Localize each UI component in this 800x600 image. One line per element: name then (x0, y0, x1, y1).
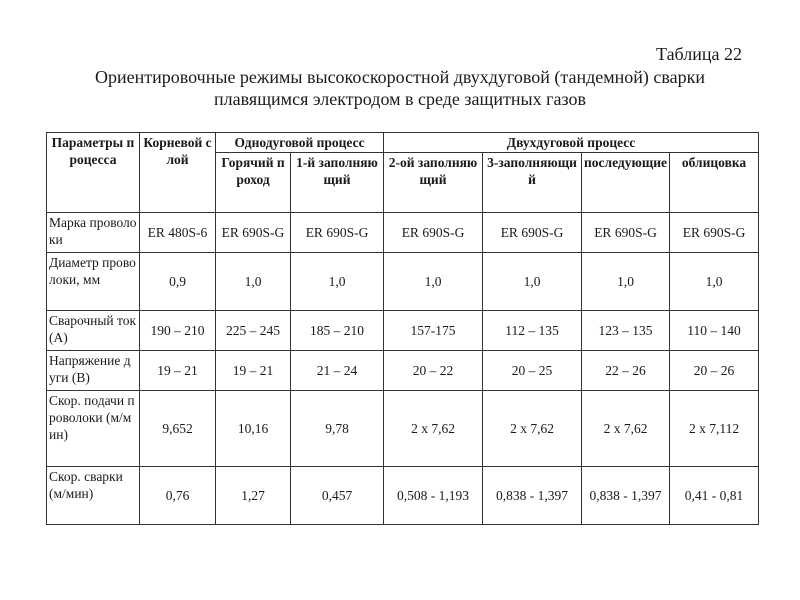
table-row (47, 213, 759, 253)
table-cell: ER 690S-G (483, 213, 582, 253)
header-fill-1: 1-й заполняющий (291, 153, 384, 213)
table-row (47, 467, 759, 525)
header-last: последующие (582, 153, 670, 213)
table-cell: 19 – 21 (140, 351, 216, 391)
header-single-arc: Однодуговой процесс (216, 133, 384, 153)
welding-modes-table (46, 132, 759, 525)
table-row (47, 253, 759, 311)
table-cell: 2 х 7,62 (384, 391, 483, 467)
table-cell: 0,508 - 1,193 (384, 467, 483, 525)
table-cell: 2 х 7,112 (670, 391, 759, 467)
table-row (47, 311, 759, 351)
table-cell: 110 – 140 (670, 311, 759, 351)
header-double-arc: Двухдуговой процесс (384, 133, 759, 153)
header-fill-2: 2-ой заполняющий (384, 153, 483, 213)
header-fill-3: 3-заполняющий (483, 153, 582, 213)
table-cell: 0,457 (291, 467, 384, 525)
table-cell: 0,76 (140, 467, 216, 525)
table-cell: ER 690S-G (670, 213, 759, 253)
table-cell: ER 690S-G (582, 213, 670, 253)
row-param: Сварочный ток (А) (47, 311, 140, 351)
table-cell: 185 – 210 (291, 311, 384, 351)
header-row-1 (47, 133, 759, 153)
header-params: Параметры процесса (47, 133, 140, 213)
table-cell: 225 – 245 (216, 311, 291, 351)
table-cell: 0,9 (140, 253, 216, 311)
table-cell: 1,0 (582, 253, 670, 311)
table-cell: ER 690S-G (291, 213, 384, 253)
table-cell: 22 – 26 (582, 351, 670, 391)
table-cell: 1,27 (216, 467, 291, 525)
table-cell: 0,838 - 1,397 (483, 467, 582, 525)
table-cell: 2 х 7,62 (582, 391, 670, 467)
table-cell: 20 – 22 (384, 351, 483, 391)
table-cell: 19 – 21 (216, 351, 291, 391)
table-cell: 2 х 7,62 (483, 391, 582, 467)
document-title (40, 66, 760, 110)
table-cell: 0,838 - 1,397 (582, 467, 670, 525)
header-hot-pass: Горячий проход (216, 153, 291, 213)
table-cell: 123 – 135 (582, 311, 670, 351)
table-cell: 1,0 (384, 253, 483, 311)
table-cell: 9,78 (291, 391, 384, 467)
table-row (47, 351, 759, 391)
title-line-2: плавящимся электродом в среде защитных газов (214, 89, 586, 109)
table-cell: 1,0 (483, 253, 582, 311)
row-param: Напряжение дуги (В) (47, 351, 140, 391)
table-row (47, 391, 759, 467)
table-cell: 1,0 (291, 253, 384, 311)
table-cell: 9,652 (140, 391, 216, 467)
table-cell: 21 – 24 (291, 351, 384, 391)
table-cell: 190 – 210 (140, 311, 216, 351)
table-cell: 157-175 (384, 311, 483, 351)
header-facing: облицовка (670, 153, 759, 213)
table-caption: Таблица 22 (656, 44, 742, 64)
row-param: Диаметр проволоки, мм (47, 253, 140, 311)
table-cell: ER 690S-G (384, 213, 483, 253)
title-line-1: Ориентировочные режимы высокоскоростной двухдуговой (тандемной) сварки (95, 67, 705, 87)
row-param: Марка проволоки (47, 213, 140, 253)
table-cell: 112 – 135 (483, 311, 582, 351)
table-cell: 1,0 (216, 253, 291, 311)
table-cell: ER 480S-6 (140, 213, 216, 253)
table-cell: 0,41 - 0,81 (670, 467, 759, 525)
row-param: Скор. сварки (м/мин) (47, 467, 140, 525)
row-param: Скор. подачи проволоки (м/мин) (47, 391, 140, 467)
table-cell: ER 690S-G (216, 213, 291, 253)
table-cell: 10,16 (216, 391, 291, 467)
table-cell: 20 – 25 (483, 351, 582, 391)
table-cell: 20 – 26 (670, 351, 759, 391)
header-root-layer: Корневой слой (140, 133, 216, 213)
table-cell: 1,0 (670, 253, 759, 311)
